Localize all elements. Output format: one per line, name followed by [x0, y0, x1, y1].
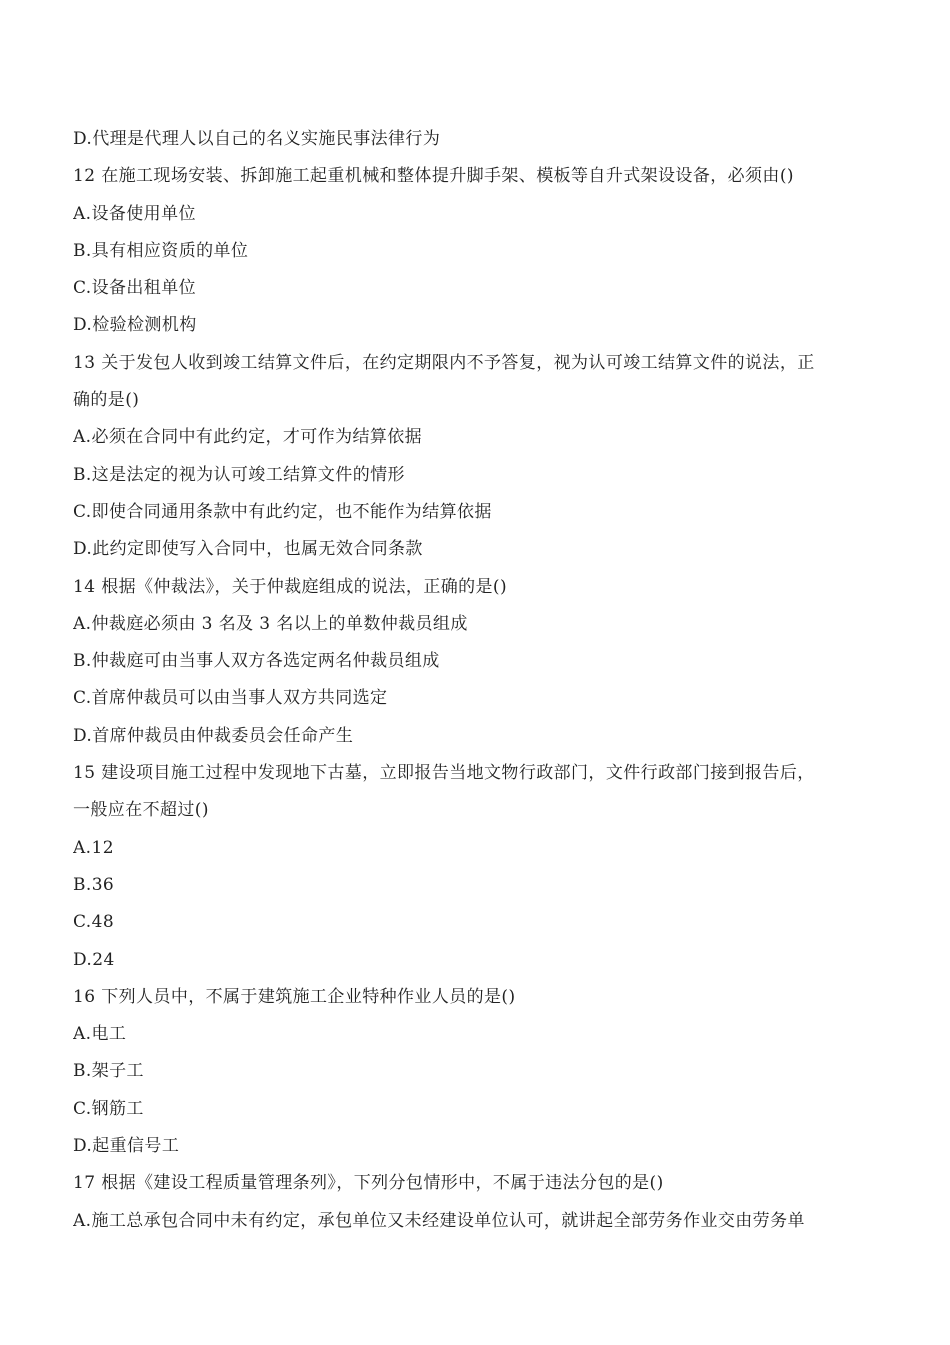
question-13-continued: 确的是(): [73, 390, 140, 411]
option-14-b: B.仲裁庭可由当事人双方各选定两名仲裁员组成: [73, 651, 440, 672]
option-16-a: A.电工: [73, 1024, 127, 1045]
option-13-c: C.即使合同通用条款中有此约定，也不能作为结算依据: [73, 501, 492, 522]
question-13: 13 关于发包人收到竣工结算文件后，在约定期限内不予答复，视为认可竣工结算文件的说法，正: [73, 352, 815, 373]
option-15-c: C.48: [73, 912, 115, 933]
option-12-a: A.设备使用单位: [73, 203, 196, 224]
option-12-d: D.检验检测机构: [73, 315, 197, 336]
option-12-b: B.具有相应资质的单位: [73, 240, 249, 261]
option-14-c: C.首席仲裁员可以由当事人双方共同选定: [73, 688, 388, 709]
question-17: 17 根据《建设工程质量管理条列》，下列分包情形中，不属于违法分包的是(): [73, 1173, 664, 1194]
document-body: [73, 121, 883, 1240]
option-12-c: C.设备出租单位: [73, 278, 197, 299]
question-16: 16 下列人员中，不属于建筑施工企业特种作业人员的是(): [73, 986, 516, 1007]
option-16-c: C.钢筋工: [73, 1098, 144, 1119]
option-14-d: D.首席仲裁员由仲裁委员会任命产生: [73, 725, 354, 746]
question-12: 12 在施工现场安装、拆卸施工起重机械和整体提升脚手架、模板等自升式架设设备，必须由(): [73, 166, 794, 187]
question-14: 14 根据《仲裁法》，关于仲裁庭组成的说法，正确的是(): [73, 576, 507, 597]
option-14-a: A.仲裁庭必须由 3 名及 3 名以上的单数仲裁员组成: [73, 613, 468, 634]
option-13-a: A.必须在合同中有此约定，才可作为结算依据: [73, 427, 423, 448]
option-16-d: D.起重信号工: [73, 1136, 180, 1157]
option-15-b: B.36: [73, 874, 115, 895]
option-13-b: B.这是法定的视为认可竣工结算文件的情形: [73, 464, 405, 485]
option-17-a: A.施工总承包合同中未有约定，承包单位又未经建设单位认可，就讲起全部劳务作业交由劳务单: [73, 1210, 805, 1231]
option-16-b: B.架子工: [73, 1061, 144, 1082]
option-13-d: D.此约定即使写入合同中，也属无效合同条款: [73, 539, 423, 560]
question-15: 15 建设项目施工过程中发现地下古墓，立即报告当地文物行政部门，文件行政部门接到报告后，: [73, 763, 815, 784]
option-15-a: A.12: [73, 837, 114, 858]
option-15-d: D.24: [73, 949, 115, 970]
option-11-d: D.代理是代理人以自己的名义实施民事法律行为: [73, 129, 441, 149]
question-15-continued: 一般应在不超过(): [73, 800, 209, 821]
